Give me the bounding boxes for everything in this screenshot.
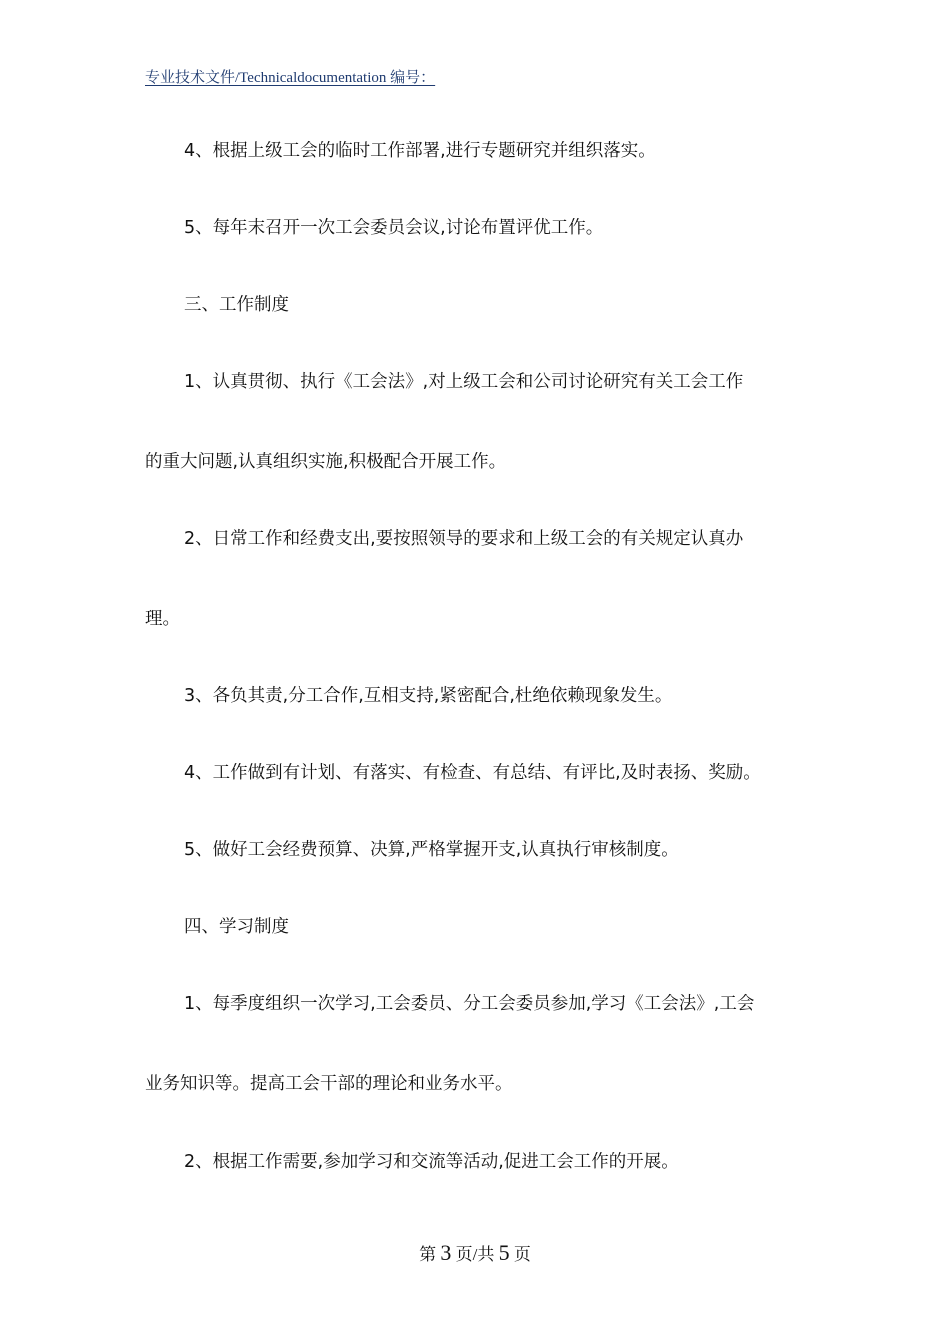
paragraph-line: 2、根据工作需要,参加学习和交流等活动,促进工会工作的开展。: [184, 1152, 679, 1172]
section-heading: 四、学习制度: [184, 917, 289, 937]
paragraph-line: 1、每季度组织一次学习,工会委员、分工会委员参加,学习《工会法》,工会: [184, 994, 755, 1014]
paragraph-line: 4、根据上级工会的临时工作部署,进行专题研究并组织落实。: [184, 141, 656, 161]
document-header: 专业技术文件/Technicaldocumentation 编号：: [145, 70, 436, 86]
page-suffix: 页: [513, 1245, 531, 1264]
current-page-number: 3: [440, 1240, 452, 1265]
page-middle: 页/共: [455, 1245, 495, 1264]
total-pages-number: 5: [498, 1240, 510, 1265]
page-number-footer: [0, 1240, 950, 1266]
paragraph-line: 业务知识等。提高工会干部的理论和业务水平。: [145, 1074, 513, 1094]
paragraph-line: 理。: [145, 609, 180, 629]
paragraph-line: 5、每年末召开一次工会委员会议,讨论布置评优工作。: [184, 218, 604, 238]
paragraph-line: 2、日常工作和经费支出,要按照领导的要求和上级工会的有关规定认真办: [184, 529, 744, 549]
paragraph-line: 的重大问题,认真组织实施,积极配合开展工作。: [145, 452, 507, 472]
section-heading: 三、工作制度: [184, 295, 289, 315]
paragraph-line: 1、认真贯彻、执行《工会法》,对上级工会和公司讨论研究有关工会工作: [184, 372, 744, 392]
page-prefix: 第: [419, 1245, 437, 1264]
paragraph-line: 4、工作做到有计划、有落实、有检查、有总结、有评比,及时表扬、奖励。: [184, 763, 761, 783]
paragraph-line: 5、做好工会经费预算、决算,严格掌握开支,认真执行审核制度。: [184, 840, 679, 860]
paragraph-line: 3、各负其责,分工合作,互相支持,紧密配合,杜绝依赖现象发生。: [184, 686, 673, 706]
